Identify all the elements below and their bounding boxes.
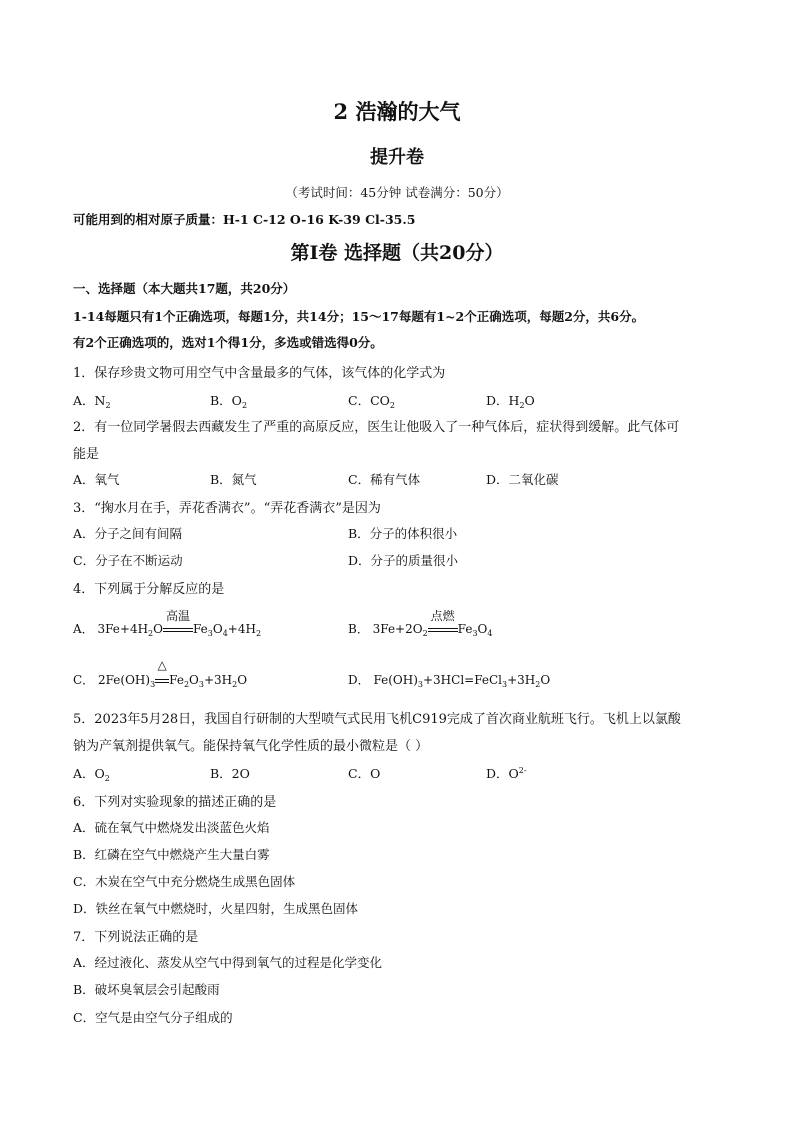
q7-option-a: A．经过液化、蒸发从空气中得到氧气的过程是化学变化 xyxy=(73,955,383,970)
scoring-rule-1: 1-14每题只有1个正确选项，每题1分，共14分；15～17每题有1~2个正确选项，每题2分，共6分。 xyxy=(73,309,645,324)
atomic-masses: 可能用到的相对原子质量：H-1 C-12 O-16 K-39 Cl-35.5 xyxy=(73,212,416,227)
q3-option-c: C．分子在不断运动 xyxy=(73,553,183,568)
q1-option-d: D．$H_2O$ xyxy=(486,393,535,410)
q1-option-b: B．$O_2$ xyxy=(210,393,248,410)
page-title: 2 浩瀚的大气 xyxy=(333,99,461,124)
exam-info: （考试时间：45分钟 试卷满分：50分） xyxy=(285,185,509,200)
q6-option-b: B．红磷在空气中燃烧产生大量白雾 xyxy=(73,847,270,862)
q4-option-a: A． $3Fe+4H_2O$ 高温 $Fe_3O_4+4H_2$ xyxy=(73,609,262,638)
q5-option-d: D．$O^{2-}$ xyxy=(486,766,527,781)
q3-option-b: B．分子的体积很小 xyxy=(348,526,458,541)
q5-option-b: B．2O xyxy=(210,766,250,781)
q1-option-c: C．$CO_2$ xyxy=(348,393,395,410)
q4-a-condition: 高温 xyxy=(165,609,190,623)
q6-option-d: D．铁丝在氧气中燃烧时，火星四射，生成黑色固体 xyxy=(73,901,359,916)
q2-option-a: A．氧气 xyxy=(73,472,120,487)
q4-option-c: C． $2Fe(OH)_3$ △ $Fe_2O_3+3H_2O$ xyxy=(73,658,248,689)
q6-option-a: A．硫在氧气中燃烧发出淡蓝色火焰 xyxy=(73,820,270,835)
q5-option-c: C．O xyxy=(348,766,381,781)
q5-option-a: A．$O_2$ xyxy=(73,766,110,783)
q4-option-b: B． $3Fe+2O_2$ 点燃 $Fe_3O_4$ xyxy=(348,609,493,638)
q7-option-b: B．破坏臭氧层会引起酸雨 xyxy=(73,982,220,997)
q2-option-b: B．氮气 xyxy=(210,472,257,487)
q2-stem-line2: 能是 xyxy=(73,447,100,462)
q2-stem-line1: 2．有一位同学暑假去西藏发生了严重的高原反应，医生让他吸入了一种气体后，症状得到缓解。此气体可 xyxy=(73,420,680,435)
q5-stem-line1: 5．2023年5月28日，我国自行研制的大型喷气式民用飞机C919完成了首次商业航班飞行。飞机上以氯酸 xyxy=(73,712,681,727)
q2-option-c: C．稀有气体 xyxy=(348,472,421,487)
paper-subtitle: 提升卷 xyxy=(370,147,424,168)
q1-stem: 1．保存珍贵文物可用空气中含量最多的气体，该气体的化学式为 xyxy=(73,366,446,381)
q3-stem: 3．“掬水月在手，弄花香满衣”。“弄花香满衣”是因为 xyxy=(73,501,381,516)
q7-option-c: C．空气是由空气分子组成的 xyxy=(73,1010,233,1025)
q4-option-d: D． $Fe(OH)_3+3HCl=FeCl_3+3H_2O$ xyxy=(348,673,551,689)
q5-stem-line2: 钠为产氧剂提供氧气。能保持氧气化学性质的最小微粒是（ ） xyxy=(73,739,429,754)
q1-option-a: A．$N_2$ xyxy=(73,393,111,410)
section-heading: 一、选择题（本大题共17题，共20分） xyxy=(73,281,296,296)
section-title: 第Ⅰ卷 选择题（共20分） xyxy=(290,242,504,264)
scoring-rule-2: 有2个正确选项的，选对1个得1分，多选或错选得0分。 xyxy=(73,335,383,350)
q6-option-c: C．木炭在空气中充分燃烧生成黑色固体 xyxy=(73,874,296,889)
q4-b-condition: 点燃 xyxy=(430,609,455,623)
q4-stem: 4．下列属于分解反应的是 xyxy=(73,582,225,597)
q7-stem: 7．下列说法正确的是 xyxy=(73,930,199,945)
q3-option-a: A．分子之间有间隔 xyxy=(73,526,183,541)
q3-option-d: D．分子的质量很小 xyxy=(348,553,459,568)
q2-option-d: D．二氧化碳 xyxy=(486,472,559,487)
q4-c-condition: △ xyxy=(157,658,167,672)
q6-stem: 6．下列对实验现象的描述正确的是 xyxy=(73,795,277,810)
